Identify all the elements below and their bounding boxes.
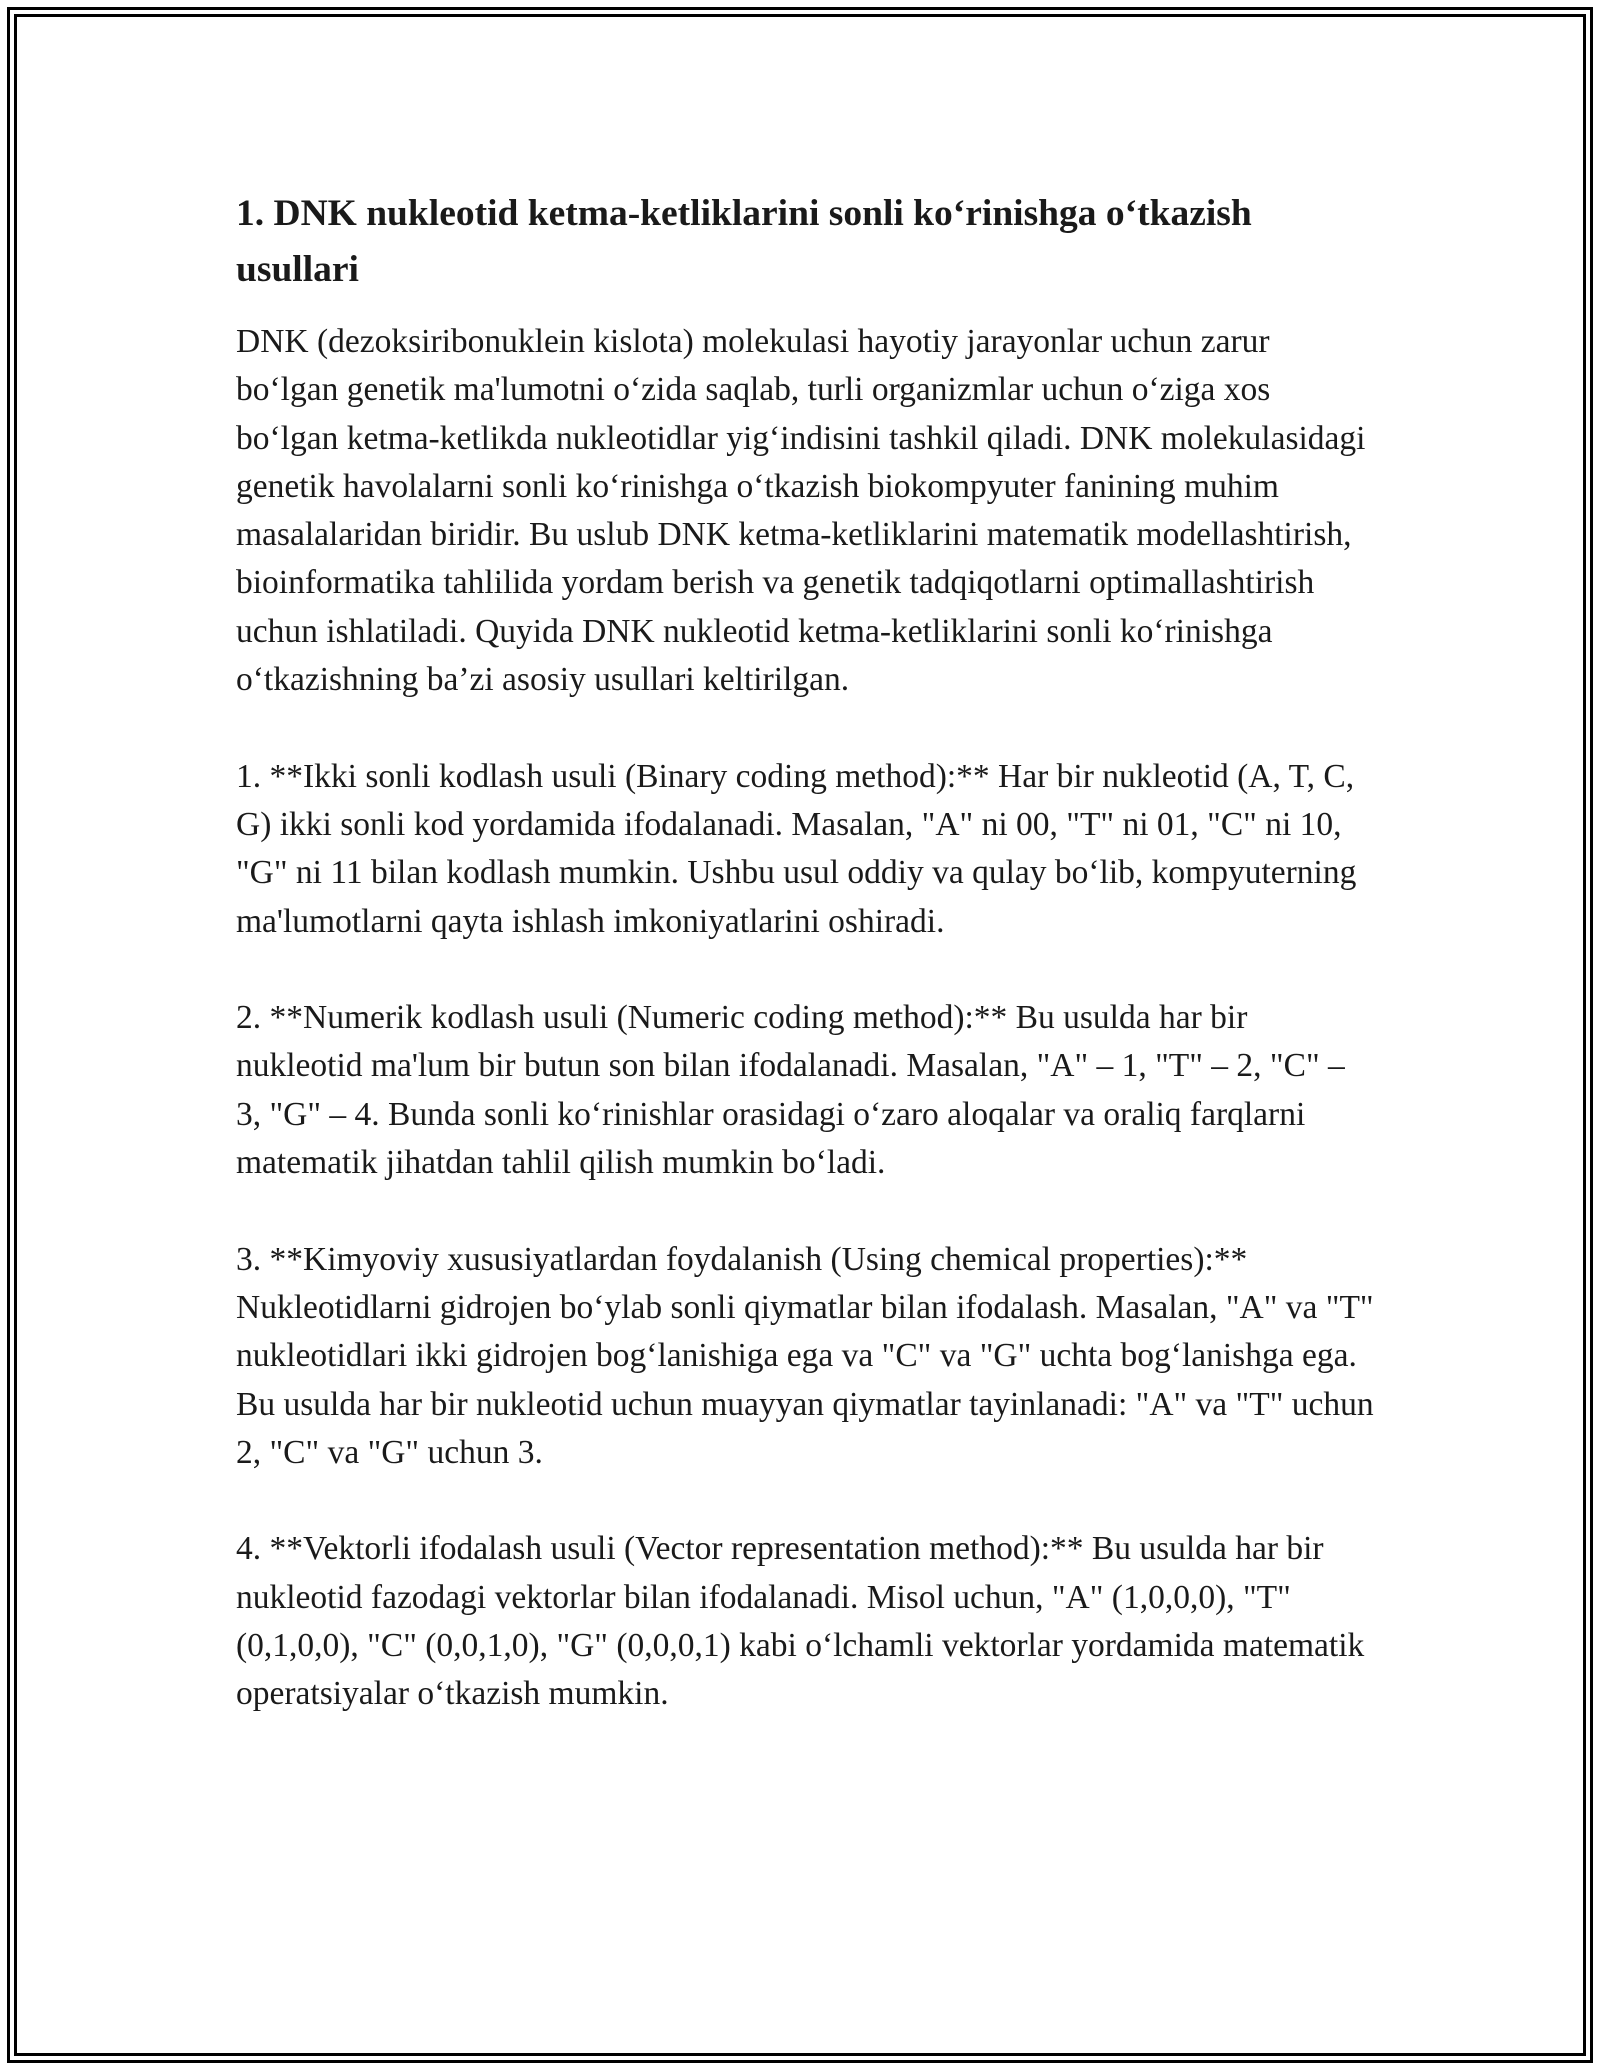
method-2-numeric-coding: 2. **Numerik kodlash usuli (Numeric coding method):** Bu usulda har bir nukleotid ma'lum bir butun son bilan ifodalanadi. Masalan, "A" – 1, "T" – 2, "C" – 3, "G" – 4. Bunda sonli ko‘rinishlar orasidagi o‘zaro aloqalar va oraliq farqlarni matematik jihatdan tahlil qilish mumkin bo‘ladi. (236, 999, 1345, 1182)
method-4-vector-representation: 4. **Vektorli ifodalash usuli (Vector representation method):** Bu usulda har bir nukleotid fazodagi vektorlar bilan ifodalanadi. Misol uchun, "A" (1,0,0,0), "T" (0,1,0,0), "C" (0,0,1,0), "G" (0,0,0,1) kabi o‘lchamli vektorlar yordamida matematik operatsiyalar o‘tkazish mumkin. (236, 1530, 1365, 1713)
document-title: 1. DNK nukleotid ketma-ketliklarini sonli ko‘rinishga o‘tkazish usullari (236, 193, 1252, 290)
method-3-chemical-properties: 3. **Kimyoviy xususiyatlardan foydalanish (Using chemical properties):** Nukleotidlarni gidrojen bo‘ylab sonli qiymatlar bilan ifodalash. Masalan, "A" va "T" nukleotidlari ikki gidrojen bog‘lanishiga ega va "C" va "G" uchta bog‘lanishga ega. Bu usulda har bir nukleotid uchun muayyan qiymatlar tayinlanadi: "A" va "T" uchun 2, "C" va "G" uchun 3. (236, 1240, 1374, 1471)
intro-paragraph: DNK (dezoksiribonuklein kislota) molekulasi hayotiy jarayonlar uchun zarur bo‘lgan genetik ma'lumotni o‘zida saqlab, turli organizmlar uchun o‘ziga xos bo‘lgan ketma-ketlikda nukleotidlar yig‘indisini tashkil qiladi. DNK molekulasidagi genetik havolalarni sonli ko‘rinishga o‘tkazish biokompyuter fanining muhim masalalaridan biridir. Bu uslub DNK ketma-ketliklarini matematik modellashtirish, bioinformatika tahlilida yordam berish va genetik tadqiqotlarni optimallashtirish uchun ishlatiladi. Quyida DNK nukleotid ketma-ketliklarini sonli ko‘rinishga o‘tkazishning ba’zi asosiy usullari keltirilgan. (236, 323, 1366, 699)
method-1-binary-coding: 1. **Ikki sonli kodlash usuli (Binary coding method):** Har bir nukleotid (A, T, C, G) ikki sonli kod yordamida ifodalanadi. Masalan, "A" ni 00, "T" ni 01, "C" ni 10, "G" ni 11 bilan kodlash mumkin. Ushbu usul oddiy va qulay bo‘lib, kompyuterning ma'lumotlarni qayta ishlash imkoniyatlarini oshiradi. (236, 757, 1357, 940)
document-body (236, 186, 1376, 1767)
